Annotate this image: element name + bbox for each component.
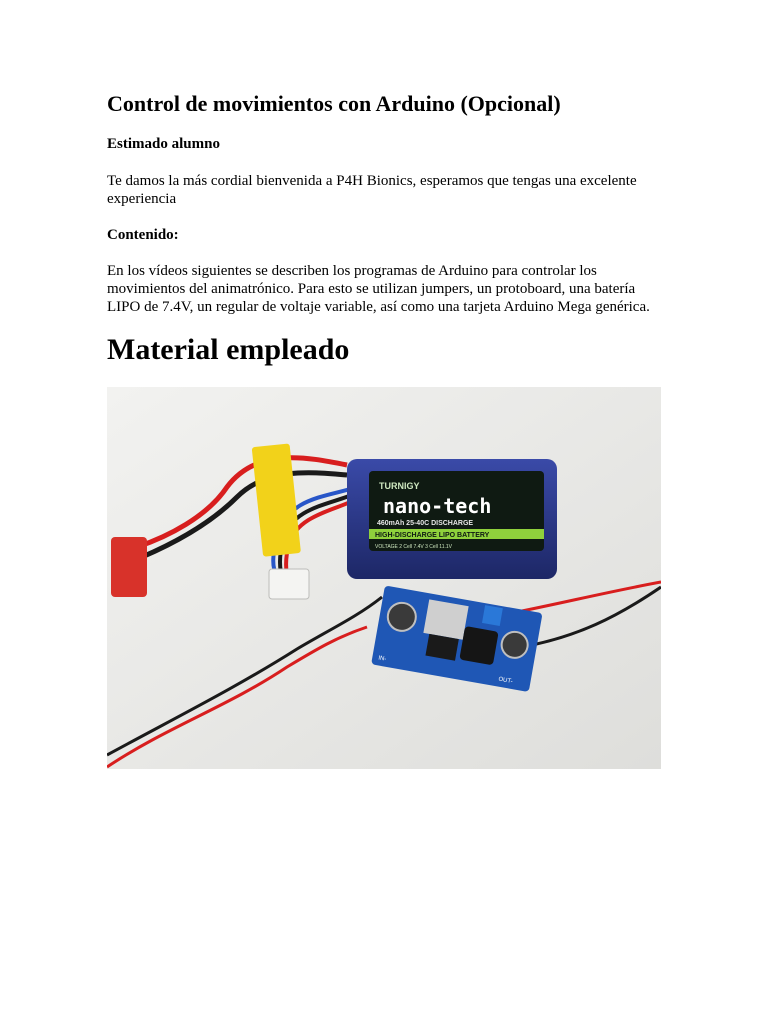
battery-voltage: VOLTAGE 2 Cell 7.4V 3 Cell 11.1V: [375, 544, 452, 550]
welcome-paragraph: Te damos la más cordial bienvenida a P4H Bionics, esperamos que tengas una excelente experiencia: [107, 173, 637, 207]
jst-connector: [111, 537, 147, 597]
section-heading: Material empleado: [107, 333, 350, 366]
materials-photo: [107, 387, 661, 769]
document-title: Control de movimientos con Arduino (Opcional): [107, 91, 561, 116]
battery-pack: [347, 459, 557, 579]
balance-connector: [269, 569, 309, 599]
battery-tagline: HIGH-DISCHARGE LIPO BATTERY: [375, 532, 490, 539]
content-label: Contenido:: [107, 227, 179, 243]
battery-model: nano-tech: [383, 494, 492, 518]
materials-photo-illustration: [107, 387, 661, 769]
board-in-label: IN-: [377, 655, 387, 663]
board-out-label: OUT-: [497, 676, 514, 686]
battery-capacity: 460mAh 25-40C DISCHARGE: [377, 520, 474, 527]
battery-brand: TURNIGY: [379, 481, 420, 491]
content-paragraph: En los vídeos siguientes se describen los programas de Arduino para controlar los movimientos del animatrónico. Para esto se utilizan jumpers, un protoboard, una batería LIPO de 7.4V, un regular de voltaje variable, así como una tarjeta Arduino Mega genérica.: [107, 263, 650, 315]
salutation: Estimado alumno: [107, 136, 220, 152]
